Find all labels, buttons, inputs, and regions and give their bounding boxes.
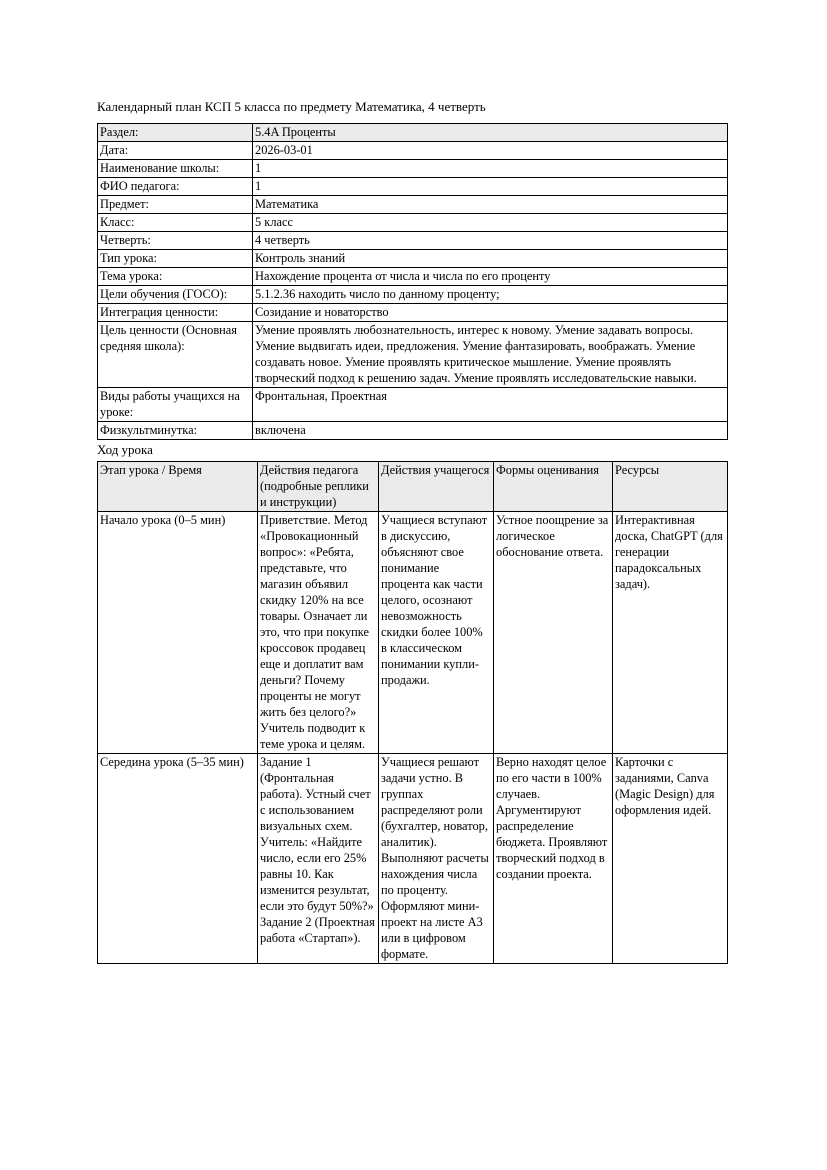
info-value: 1 [253, 178, 728, 196]
info-row-date [98, 142, 728, 160]
info-row-lesson-topic [98, 268, 728, 286]
info-value: 5 класс [253, 214, 728, 232]
lesson-row-start [98, 512, 728, 754]
info-label: Виды работы учащихся на уроке: [98, 388, 253, 422]
info-label: Предмет: [98, 196, 253, 214]
info-label: Тема урока: [98, 268, 253, 286]
cell-resources: Интерактивная доска, ChatGPT (для генерации парадоксальных задач). [613, 512, 728, 754]
cell-teacher-actions: Приветствие. Метод «Провокационный вопрос»: «Ребята, представьте, что магазин объявил скидку 120% на все товары. Означает ли это, что при покупке кроссовок продавец еще и доплатит вам деньги? Почему проценты не могут жить без целого?» Учитель подводит к теме урока и целям. [258, 512, 379, 754]
info-row-learning-goals [98, 286, 728, 304]
cell-stage: Начало урока (0–5 мин) [98, 512, 258, 754]
info-label: Физкультминутка: [98, 422, 253, 440]
info-row-subject [98, 196, 728, 214]
header-resources: Ресурсы [613, 462, 728, 512]
info-label: Цель ценности (Основная средняя школа): [98, 322, 253, 388]
header-assessment-forms: Формы оценивания [494, 462, 613, 512]
info-label: Класс: [98, 214, 253, 232]
info-value: Фронтальная, Проектная [253, 388, 728, 422]
info-value: 1 [253, 160, 728, 178]
info-row-phys-minute [98, 422, 728, 440]
info-label: Раздел: [98, 124, 253, 142]
info-row-lesson-type [98, 250, 728, 268]
info-label: Дата: [98, 142, 253, 160]
info-row-values-integration [98, 304, 728, 322]
header-teacher-actions: Действия педагога (подробные реплики и инструкции) [258, 462, 379, 512]
info-label: Четверть: [98, 232, 253, 250]
info-value: 5.1.2.36 находить число по данному проценту; [253, 286, 728, 304]
info-value: Умение проявлять любознательность, интерес к новому. Умение задавать вопросы. Умение выдвигать идеи, предложения. Умение фантазировать, воображать. Умение создавать новое. Умение проявлять критическое мышление. Умение проявлять творческий подход к решению задач. Умение проявлять исследовательские навыки. [253, 322, 728, 388]
info-label: ФИО педагога: [98, 178, 253, 196]
info-label: Интеграция ценности: [98, 304, 253, 322]
cell-resources: Карточки с заданиями, Canva (Magic Design) для оформления идей. [613, 754, 728, 964]
info-value: 4 четверть [253, 232, 728, 250]
header-stage-time: Этап урока / Время [98, 462, 258, 512]
cell-stage: Середина урока (5–35 мин) [98, 754, 258, 964]
info-row-section [98, 124, 728, 142]
info-row-values-goal [98, 322, 728, 388]
info-row-work-types [98, 388, 728, 422]
info-value: Нахождение процента от числа и числа по его проценту [253, 268, 728, 286]
cell-student-actions: Учащиеся решают задачи устно. В группах распределяют роли (бухгалтер, новатор, аналитик). Выполняют расчеты нахождения числа по проценту. Оформляют мини-проект на листе А3 или в цифровом формате. [379, 754, 494, 964]
info-label: Цели обучения (ГОСО): [98, 286, 253, 304]
info-row-school [98, 160, 728, 178]
info-value: 5.4A Проценты [253, 124, 728, 142]
lesson-plan-document [97, 99, 727, 964]
info-row-teacher [98, 178, 728, 196]
info-value: Контроль знаний [253, 250, 728, 268]
info-row-quarter [98, 232, 728, 250]
lesson-table-header-row [98, 462, 728, 512]
cell-teacher-actions: Задание 1 (Фронтальная работа). Устный счет с использованием визуальных схем. Учитель: «Найдите число, если его 25% равны 10. Как изменится результат, если это будут 50%?» Задание 2 (Проектная работа «Стартап»). [258, 754, 379, 964]
lesson-flow-table [97, 461, 728, 964]
cell-assessment: Верно находят целое по его части в 100% случаев. Аргументируют распределение бюджета. Проявляют творческий подход в создании проекта. [494, 754, 613, 964]
document-title: Календарный план КСП 5 класса по предмету Математика, 4 четверть [97, 99, 486, 114]
lesson-info-table [97, 123, 728, 440]
cell-student-actions: Учащиеся вступают в дискуссию, объясняют свое понимание процента как части целого, осознают невозможность скидки более 100% в классическом понимании купли-продажи. [379, 512, 494, 754]
info-label: Тип урока: [98, 250, 253, 268]
info-label: Наименование школы: [98, 160, 253, 178]
cell-assessment: Устное поощрение за логическое обоснование ответа. [494, 512, 613, 754]
info-row-grade [98, 214, 728, 232]
info-value: Созидание и новаторство [253, 304, 728, 322]
info-value: 2026-03-01 [253, 142, 728, 160]
info-value: включена [253, 422, 728, 440]
lesson-row-middle [98, 754, 728, 964]
header-student-actions: Действия учащегося [379, 462, 494, 512]
flow-section-heading: Ход урока [97, 442, 153, 457]
info-value: Математика [253, 196, 728, 214]
